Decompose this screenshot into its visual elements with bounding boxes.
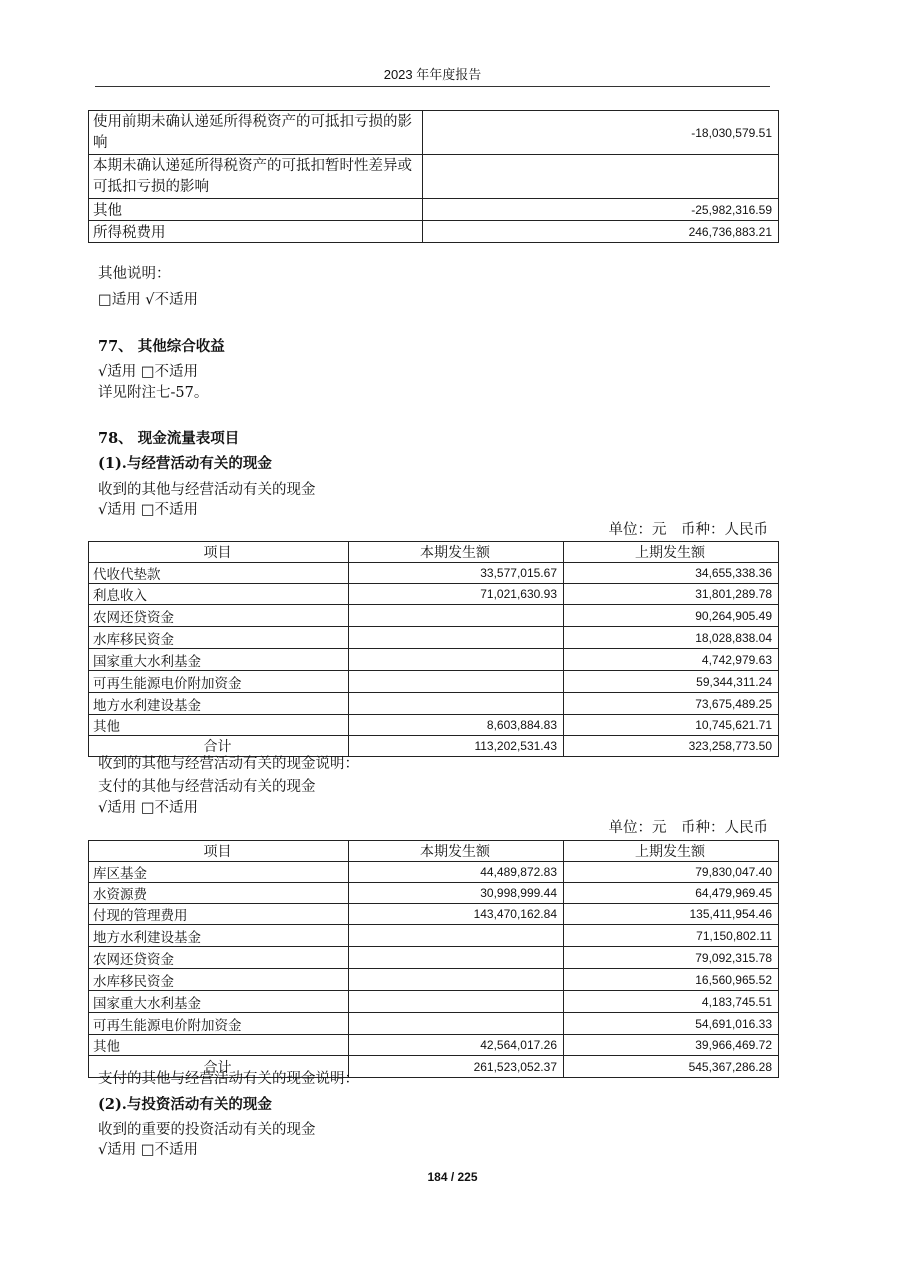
row-label: 库区基金 bbox=[89, 862, 349, 883]
subsection-1-title: (1).与经营活动有关的现金 bbox=[98, 455, 272, 472]
current-amount: 42,564,017.26 bbox=[349, 1035, 564, 1056]
row-label: 可再生能源电价附加资金 bbox=[89, 671, 349, 693]
section-77-title: 77、 其他综合收益 bbox=[98, 338, 225, 355]
subsection-2-title: (2).与投资活动有关的现金 bbox=[98, 1096, 272, 1113]
prior-amount: 4,183,745.51 bbox=[564, 991, 779, 1013]
current-amount: 30,998,999.44 bbox=[349, 883, 564, 904]
row-label: 可再生能源电价附加资金 bbox=[89, 1013, 349, 1035]
column-header: 本期发生额 bbox=[349, 841, 564, 862]
table-row bbox=[89, 584, 779, 605]
prior-amount: 39,966,469.72 bbox=[564, 1035, 779, 1056]
table-row bbox=[89, 715, 779, 736]
row-label: 国家重大水利基金 bbox=[89, 649, 349, 671]
table-row bbox=[89, 1013, 779, 1035]
current-amount: 8,603,884.83 bbox=[349, 715, 564, 736]
current-amount: 33,577,015.67 bbox=[349, 563, 564, 584]
row-label: 地方水利建设基金 bbox=[89, 925, 349, 947]
receipts-note: 收到的其他与经营活动有关的现金说明： bbox=[98, 756, 359, 772]
other-note-title: 其他说明： bbox=[98, 266, 171, 282]
row-label: 付现的管理费用 bbox=[89, 904, 349, 925]
payments-choice: √适用 □不适用 bbox=[98, 800, 199, 816]
row-label: 其他 bbox=[89, 1035, 349, 1056]
row-value: -25,982,316.59 bbox=[423, 199, 779, 221]
page-number: 184 / 225 bbox=[427, 1170, 478, 1184]
table-header-row bbox=[89, 542, 779, 563]
table-row bbox=[89, 155, 779, 199]
other-note-choice: □适用 √不适用 bbox=[98, 292, 199, 308]
row-label: 水库移民资金 bbox=[89, 969, 349, 991]
current-amount bbox=[349, 605, 564, 627]
prior-amount: 10,745,621.71 bbox=[564, 715, 779, 736]
row-label: 地方水利建设基金 bbox=[89, 693, 349, 715]
table-row bbox=[89, 969, 779, 991]
prior-amount: 73,675,489.25 bbox=[564, 693, 779, 715]
current-amount bbox=[349, 627, 564, 649]
prior-amount: 18,028,838.04 bbox=[564, 627, 779, 649]
prior-amount: 79,830,047.40 bbox=[564, 862, 779, 883]
prior-amount: 34,655,338.36 bbox=[564, 563, 779, 584]
row-label: 使用前期未确认递延所得税资产的可抵扣亏损的影响 bbox=[89, 111, 423, 155]
table-header-row bbox=[89, 841, 779, 862]
table-row bbox=[89, 649, 779, 671]
prior-amount: 64,479,969.45 bbox=[564, 883, 779, 904]
receipts-title: 收到的其他与经营活动有关的现金 bbox=[98, 482, 316, 498]
table-row bbox=[89, 199, 779, 221]
current-amount bbox=[349, 649, 564, 671]
investing-choice: √适用 □不适用 bbox=[98, 1142, 199, 1158]
table-row bbox=[89, 693, 779, 715]
unit-label: 单位：元 币种：人民币 bbox=[608, 820, 768, 836]
row-label: 所得税费用 bbox=[89, 221, 423, 243]
current-amount bbox=[349, 969, 564, 991]
prior-amount: 31,801,289.78 bbox=[564, 584, 779, 605]
current-amount bbox=[349, 925, 564, 947]
row-label: 其他 bbox=[89, 715, 349, 736]
table-row bbox=[89, 925, 779, 947]
table-row bbox=[89, 563, 779, 584]
table-row bbox=[89, 605, 779, 627]
current-total: 113,202,531.43 bbox=[349, 736, 564, 757]
table-row bbox=[89, 883, 779, 904]
current-total: 261,523,052.37 bbox=[349, 1056, 564, 1078]
row-label: 农网还贷资金 bbox=[89, 605, 349, 627]
table-row bbox=[89, 947, 779, 969]
table-row bbox=[89, 627, 779, 649]
row-label: 其他 bbox=[89, 199, 423, 221]
row-value: 246,736,883.21 bbox=[423, 221, 779, 243]
prior-amount: 59,344,311.24 bbox=[564, 671, 779, 693]
table-row bbox=[89, 904, 779, 925]
current-amount bbox=[349, 991, 564, 1013]
section-78-title: 78、 现金流量表项目 bbox=[98, 430, 240, 447]
prior-amount: 71,150,802.11 bbox=[564, 925, 779, 947]
current-amount bbox=[349, 693, 564, 715]
report-header: 2023 年年度报告 bbox=[383, 67, 482, 82]
payments-table bbox=[88, 840, 779, 1078]
prior-amount: 4,742,979.63 bbox=[564, 649, 779, 671]
total-label: 合计 bbox=[89, 736, 349, 757]
table-row bbox=[89, 221, 779, 243]
column-header: 项目 bbox=[89, 841, 349, 862]
total-label: 合计 bbox=[89, 1056, 349, 1078]
current-amount bbox=[349, 1013, 564, 1035]
current-amount bbox=[349, 947, 564, 969]
row-label: 本期未确认递延所得税资产的可抵扣暂时性差异或可抵扣亏损的影响 bbox=[89, 155, 423, 199]
current-amount: 44,489,872.83 bbox=[349, 862, 564, 883]
prior-total: 545,367,286.28 bbox=[564, 1056, 779, 1078]
row-label: 农网还贷资金 bbox=[89, 947, 349, 969]
column-header: 项目 bbox=[89, 542, 349, 563]
prior-amount: 79,092,315.78 bbox=[564, 947, 779, 969]
section-77-choice: √适用 □不适用 bbox=[98, 364, 199, 380]
row-label: 水库移民资金 bbox=[89, 627, 349, 649]
table-row bbox=[89, 111, 779, 155]
receipts-table bbox=[88, 541, 779, 757]
investing-title: 收到的重要的投资活动有关的现金 bbox=[98, 1122, 316, 1138]
table-row bbox=[89, 1035, 779, 1056]
current-amount bbox=[349, 671, 564, 693]
table-row bbox=[89, 862, 779, 883]
row-value: -18,030,579.51 bbox=[423, 111, 779, 155]
row-label: 国家重大水利基金 bbox=[89, 991, 349, 1013]
prior-amount: 54,691,016.33 bbox=[564, 1013, 779, 1035]
prior-amount: 16,560,965.52 bbox=[564, 969, 779, 991]
column-header: 上期发生额 bbox=[564, 542, 779, 563]
header-divider bbox=[95, 86, 770, 87]
column-header: 上期发生额 bbox=[564, 841, 779, 862]
prior-amount: 135,411,954.46 bbox=[564, 904, 779, 925]
column-header: 本期发生额 bbox=[349, 542, 564, 563]
table-row bbox=[89, 671, 779, 693]
payments-note: 支付的其他与经营活动有关的现金说明： bbox=[98, 1071, 359, 1087]
unit-label: 单位：元 币种：人民币 bbox=[608, 522, 768, 538]
row-label: 利息收入 bbox=[89, 584, 349, 605]
current-amount: 143,470,162.84 bbox=[349, 904, 564, 925]
receipts-choice: √适用 □不适用 bbox=[98, 502, 199, 518]
row-value bbox=[423, 155, 779, 199]
row-label: 水资源费 bbox=[89, 883, 349, 904]
prior-total: 323,258,773.50 bbox=[564, 736, 779, 757]
row-label: 代收代垫款 bbox=[89, 563, 349, 584]
current-amount: 71,021,630.93 bbox=[349, 584, 564, 605]
table-row bbox=[89, 991, 779, 1013]
section-77-note: 详见附注七-57。 bbox=[98, 385, 209, 401]
income-tax-table bbox=[88, 110, 779, 243]
prior-amount: 90,264,905.49 bbox=[564, 605, 779, 627]
payments-title: 支付的其他与经营活动有关的现金 bbox=[98, 779, 316, 795]
